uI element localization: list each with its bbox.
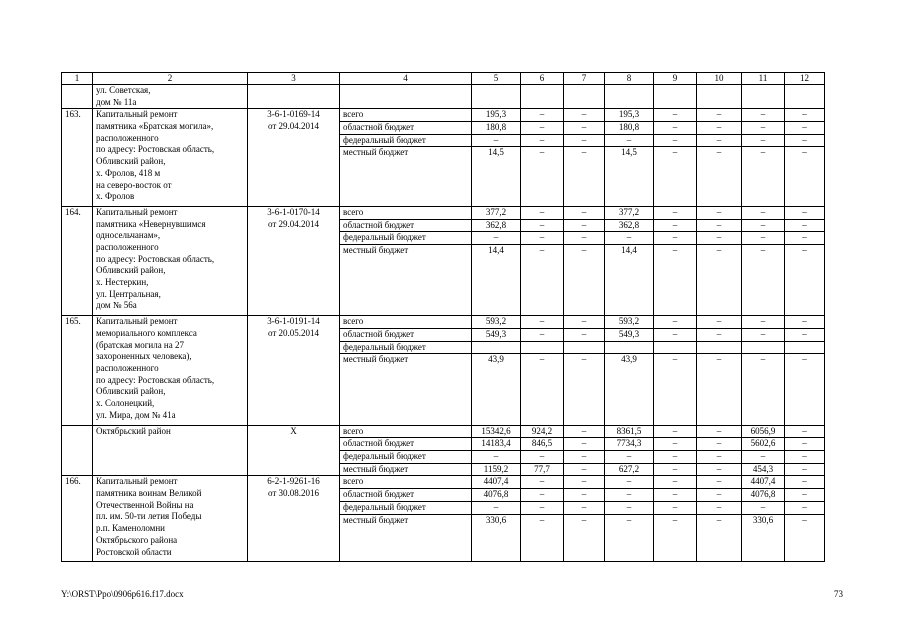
value-cell: 330,6 (472, 514, 521, 562)
value-cell: – (785, 438, 825, 451)
document-number-line: 3-6-1-0169-14 (267, 109, 320, 120)
funding-source: всего (340, 425, 472, 438)
value-cell (742, 341, 785, 354)
object-description-line: захороненных человека), (96, 351, 192, 362)
value-cell: – (521, 476, 564, 489)
value-cell: – (697, 109, 742, 122)
value-cell: – (521, 450, 564, 463)
value-cell: – (742, 232, 785, 245)
row-number-cell: 166. (62, 476, 93, 562)
column-header: 8 (605, 73, 654, 85)
value-cell: 330,6 (742, 514, 785, 562)
value-cell: 77,7 (521, 463, 564, 476)
value-cell: – (654, 134, 697, 147)
column-header: 10 (697, 73, 742, 85)
value-cell: – (521, 316, 564, 329)
value-cell: – (654, 501, 697, 514)
value-cell: – (654, 476, 697, 489)
document-number-line: 6-2-1-9261-16 (267, 476, 320, 487)
value-cell: – (564, 476, 605, 489)
value-cell: – (654, 328, 697, 341)
value-cell: 7734,3 (605, 438, 654, 451)
value-cell: – (521, 134, 564, 147)
object-description (93, 476, 248, 562)
object-description-line: памятника «Невернувшимся (96, 218, 206, 229)
value-cell: 14,4 (472, 245, 521, 316)
funding-source: областной бюджет (340, 122, 472, 135)
value-cell: – (742, 501, 785, 514)
object-description (93, 109, 248, 207)
value-cell: 593,2 (472, 316, 521, 329)
value-cell: – (564, 245, 605, 316)
value-cell: – (697, 425, 742, 438)
value-cell (521, 341, 564, 354)
value-cell: – (742, 328, 785, 341)
value-cell: – (785, 354, 825, 425)
value-cell: – (785, 122, 825, 135)
funding-source: местный бюджет (340, 354, 472, 425)
value-cell: – (785, 425, 825, 438)
value-cell: – (697, 122, 742, 135)
value-cell: – (521, 245, 564, 316)
funding-source: всего (340, 109, 472, 122)
funding-source: местный бюджет (340, 147, 472, 207)
object-description-line: памятника воинам Великой (96, 488, 202, 499)
value-cell: – (742, 122, 785, 135)
value-cell: – (521, 206, 564, 219)
funding-source: федеральный бюджет (340, 134, 472, 147)
table-row (62, 316, 825, 329)
value-cell: 5602,6 (742, 438, 785, 451)
object-description-line: х. Фролов (96, 191, 135, 202)
value-cell: – (785, 245, 825, 316)
value-cell: – (564, 354, 605, 425)
document-number (248, 206, 340, 315)
funding-source: местный бюджет (340, 514, 472, 562)
value-cell: – (564, 206, 605, 219)
value-cell: – (697, 354, 742, 425)
value-cell: – (697, 476, 742, 489)
column-header: 7 (564, 73, 605, 85)
empty-cell (697, 85, 742, 109)
value-cell: 195,3 (605, 109, 654, 122)
document-number (248, 476, 340, 562)
object-description-line: расположенного (96, 242, 159, 253)
value-cell: – (785, 219, 825, 232)
value-cell: – (605, 501, 654, 514)
value-cell: – (564, 147, 605, 207)
value-cell: – (697, 316, 742, 329)
object-description-line: ул. Центральная, (96, 288, 161, 299)
value-cell: 4407,4 (472, 476, 521, 489)
budget-table (61, 72, 825, 562)
value-cell: – (472, 134, 521, 147)
empty-cell (785, 85, 825, 109)
funding-source: всего (340, 316, 472, 329)
value-cell: 846,5 (521, 438, 564, 451)
value-cell: 4407,4 (742, 476, 785, 489)
table-row (62, 476, 825, 489)
row-number-cell (62, 85, 93, 109)
object-description-line: по адресу: Ростовская область, (96, 253, 215, 264)
value-cell: – (697, 245, 742, 316)
empty-cell (654, 85, 697, 109)
value-cell: 362,8 (605, 219, 654, 232)
value-cell: 180,8 (472, 122, 521, 135)
value-cell: – (785, 232, 825, 245)
value-cell: – (521, 219, 564, 232)
value-cell: 362,8 (472, 219, 521, 232)
value-cell: – (654, 514, 697, 562)
value-cell: – (785, 489, 825, 502)
value-cell: 549,3 (472, 328, 521, 341)
value-cell: – (697, 489, 742, 502)
value-cell: – (785, 328, 825, 341)
object-description-line: Обливский район, (96, 265, 166, 276)
value-cell: – (564, 134, 605, 147)
value-cell: 377,2 (605, 206, 654, 219)
value-cell: – (697, 501, 742, 514)
value-cell: – (521, 109, 564, 122)
object-description-line: ул. Советская, (96, 85, 151, 95)
object-description-line: Капитальный ремонт (96, 476, 178, 487)
value-cell: 14,5 (605, 147, 654, 207)
value-cell: 14,4 (605, 245, 654, 316)
value-cell: 14183,4 (472, 438, 521, 451)
value-cell: – (472, 501, 521, 514)
value-cell: – (654, 109, 697, 122)
value-cell: – (564, 232, 605, 245)
value-cell: 454,3 (742, 463, 785, 476)
value-cell: 43,9 (605, 354, 654, 425)
value-cell: – (564, 463, 605, 476)
value-cell: – (605, 476, 654, 489)
value-cell: – (697, 232, 742, 245)
value-cell: – (697, 206, 742, 219)
value-cell: – (742, 245, 785, 316)
object-description (93, 316, 248, 425)
value-cell: – (785, 109, 825, 122)
value-cell: – (605, 514, 654, 562)
empty-cell (564, 85, 605, 109)
row-number-cell: 165. (62, 316, 93, 425)
object-description-line: расположенного (96, 132, 159, 143)
document-number-line: 3-6-1-0170-14 (267, 206, 320, 217)
value-cell: 8361,5 (605, 425, 654, 438)
object-description-line: Обливский район, (96, 156, 166, 167)
value-cell: – (742, 134, 785, 147)
column-header: 9 (654, 73, 697, 85)
column-header: 1 (62, 73, 93, 85)
document-number-line: от 20.05.2014 (267, 327, 320, 338)
value-cell: 4076,8 (742, 489, 785, 502)
value-cell: – (697, 134, 742, 147)
empty-cell (248, 85, 340, 109)
row-number-cell: 164. (62, 206, 93, 315)
value-cell: – (742, 316, 785, 329)
object-description-line: на северо-восток от (96, 179, 172, 190)
value-cell: – (605, 450, 654, 463)
value-cell (697, 341, 742, 354)
object-description-line: ул. Мира, дом № 41а (96, 409, 176, 420)
value-cell: – (785, 147, 825, 207)
object-description-line: Октябрьский район (96, 425, 171, 436)
value-cell: 4076,8 (472, 489, 521, 502)
value-cell: – (564, 219, 605, 232)
value-cell: – (564, 501, 605, 514)
value-cell: 43,9 (472, 354, 521, 425)
value-cell: – (564, 489, 605, 502)
value-cell: – (605, 489, 654, 502)
value-cell: – (654, 463, 697, 476)
value-cell: – (697, 147, 742, 207)
object-description-line: пл. им. 50-ти летия Победы (96, 511, 202, 522)
table-row (62, 109, 825, 122)
object-description (93, 85, 248, 109)
value-cell: – (564, 122, 605, 135)
value-cell: – (521, 328, 564, 341)
document-number-line: X (290, 425, 297, 436)
object-description-line: по адресу: Ростовская область, (96, 374, 215, 385)
value-cell: – (742, 450, 785, 463)
value-cell: – (654, 245, 697, 316)
column-header: 3 (248, 73, 340, 85)
value-cell: – (785, 316, 825, 329)
footer-page-number: 73 (834, 589, 843, 599)
value-cell: – (742, 109, 785, 122)
value-cell: 377,2 (472, 206, 521, 219)
value-cell: – (521, 489, 564, 502)
value-cell: – (472, 232, 521, 245)
value-cell: – (742, 206, 785, 219)
value-cell: – (564, 109, 605, 122)
value-cell: 627,2 (605, 463, 654, 476)
value-cell: 1159,2 (472, 463, 521, 476)
column-header: 5 (472, 73, 521, 85)
object-description-line: односельчанам», (96, 230, 161, 241)
value-cell: – (785, 463, 825, 476)
empty-cell (521, 85, 564, 109)
value-cell: – (742, 354, 785, 425)
funding-source: федеральный бюджет (340, 232, 472, 245)
value-cell: – (654, 425, 697, 438)
empty-cell (472, 85, 521, 109)
object-description-line: расположенного (96, 363, 159, 374)
value-cell: 593,2 (605, 316, 654, 329)
value-cell: – (564, 438, 605, 451)
value-cell: – (654, 450, 697, 463)
value-cell: – (654, 219, 697, 232)
value-cell: 180,8 (605, 122, 654, 135)
document-number-line: от 30.08.2016 (267, 488, 320, 499)
footer-file-path: Y:\ORST\Ppo\0906p616.f17.docx (61, 589, 184, 599)
funding-source: федеральный бюджет (340, 341, 472, 354)
empty-cell (742, 85, 785, 109)
value-cell: – (654, 438, 697, 451)
table-row (62, 206, 825, 219)
value-cell: – (697, 328, 742, 341)
table-row (62, 425, 825, 438)
value-cell: – (785, 514, 825, 562)
value-cell: – (785, 476, 825, 489)
row-number-cell (62, 425, 93, 476)
funding-source: областной бюджет (340, 438, 472, 451)
value-cell: – (785, 450, 825, 463)
column-header: 4 (340, 73, 472, 85)
document-number-line: 3-6-1-0191-14 (267, 316, 320, 327)
object-description-line: по адресу: Ростовская область, (96, 144, 215, 155)
object-description (93, 206, 248, 315)
empty-cell (605, 85, 654, 109)
value-cell: – (654, 232, 697, 245)
value-cell (654, 341, 697, 354)
object-description-line: Октябрьского района (96, 534, 178, 545)
value-cell: – (564, 450, 605, 463)
value-cell: – (785, 134, 825, 147)
column-header: 12 (785, 73, 825, 85)
value-cell: – (521, 122, 564, 135)
value-cell: – (697, 450, 742, 463)
funding-source: областной бюджет (340, 219, 472, 232)
object-description-line: Капитальный ремонт (96, 316, 178, 327)
value-cell: – (742, 147, 785, 207)
document-number (248, 316, 340, 425)
object-description-line: Ростовской области (96, 546, 172, 557)
value-cell: – (564, 514, 605, 562)
object-description-line: мемориального комплекса (96, 327, 197, 338)
value-cell (564, 341, 605, 354)
value-cell: – (605, 134, 654, 147)
object-description-line: памятника «Братская могила», (96, 121, 214, 132)
value-cell: – (785, 501, 825, 514)
object-description (93, 425, 248, 476)
value-cell: – (742, 219, 785, 232)
value-cell: – (654, 122, 697, 135)
value-cell: 195,3 (472, 109, 521, 122)
document-number (248, 425, 340, 476)
object-description-line: Капитальный ремонт (96, 206, 178, 217)
value-cell: – (654, 147, 697, 207)
object-description-line: х. Нестеркин, (96, 277, 149, 288)
empty-cell (340, 85, 472, 109)
value-cell: – (605, 232, 654, 245)
value-cell: – (697, 438, 742, 451)
value-cell: – (654, 316, 697, 329)
document-number (248, 109, 340, 207)
value-cell: 6056,9 (742, 425, 785, 438)
object-description-line: р.п. Каменоломни (96, 523, 165, 534)
value-cell (785, 341, 825, 354)
value-cell: – (521, 232, 564, 245)
value-cell: – (697, 514, 742, 562)
value-cell: 14,5 (472, 147, 521, 207)
funding-source: областной бюджет (340, 328, 472, 341)
value-cell: 549,3 (605, 328, 654, 341)
row-number-cell: 163. (62, 109, 93, 207)
value-cell: – (697, 463, 742, 476)
value-cell: – (521, 354, 564, 425)
value-cell: – (785, 206, 825, 219)
object-description-line: Отечественной Войны на (96, 499, 194, 510)
value-cell: 15342,6 (472, 425, 521, 438)
funding-source: федеральный бюджет (340, 501, 472, 514)
funding-source: всего (340, 476, 472, 489)
value-cell: – (654, 206, 697, 219)
value-cell: – (564, 316, 605, 329)
value-cell: – (472, 450, 521, 463)
value-cell: – (564, 425, 605, 438)
object-description-line: Капитальный ремонт (96, 109, 178, 120)
object-description-line: дом № 56а (96, 300, 137, 311)
document-number-line: от 29.04.2014 (267, 121, 320, 132)
column-header: 2 (93, 73, 248, 85)
value-cell: – (521, 514, 564, 562)
funding-source: местный бюджет (340, 463, 472, 476)
value-cell: 924,2 (521, 425, 564, 438)
value-cell: – (654, 489, 697, 502)
funding-source: федеральный бюджет (340, 450, 472, 463)
column-header: 6 (521, 73, 564, 85)
object-description-line: (братская могила на 27 (96, 339, 184, 350)
value-cell: – (521, 501, 564, 514)
funding-source: местный бюджет (340, 245, 472, 316)
value-cell (472, 341, 521, 354)
funding-source: всего (340, 206, 472, 219)
object-description-line: дом № 11а (96, 96, 137, 107)
funding-source: областной бюджет (340, 489, 472, 502)
value-cell: – (654, 354, 697, 425)
value-cell (605, 341, 654, 354)
document-number-line: от 29.04.2014 (267, 218, 320, 229)
value-cell: – (697, 219, 742, 232)
value-cell: – (521, 147, 564, 207)
column-header: 11 (742, 73, 785, 85)
value-cell: – (564, 328, 605, 341)
object-description-line: х. Солонецкий, (96, 398, 155, 409)
object-description-line: х. Фролов, 418 м (96, 167, 161, 178)
object-description-line: Обливский район, (96, 386, 166, 397)
